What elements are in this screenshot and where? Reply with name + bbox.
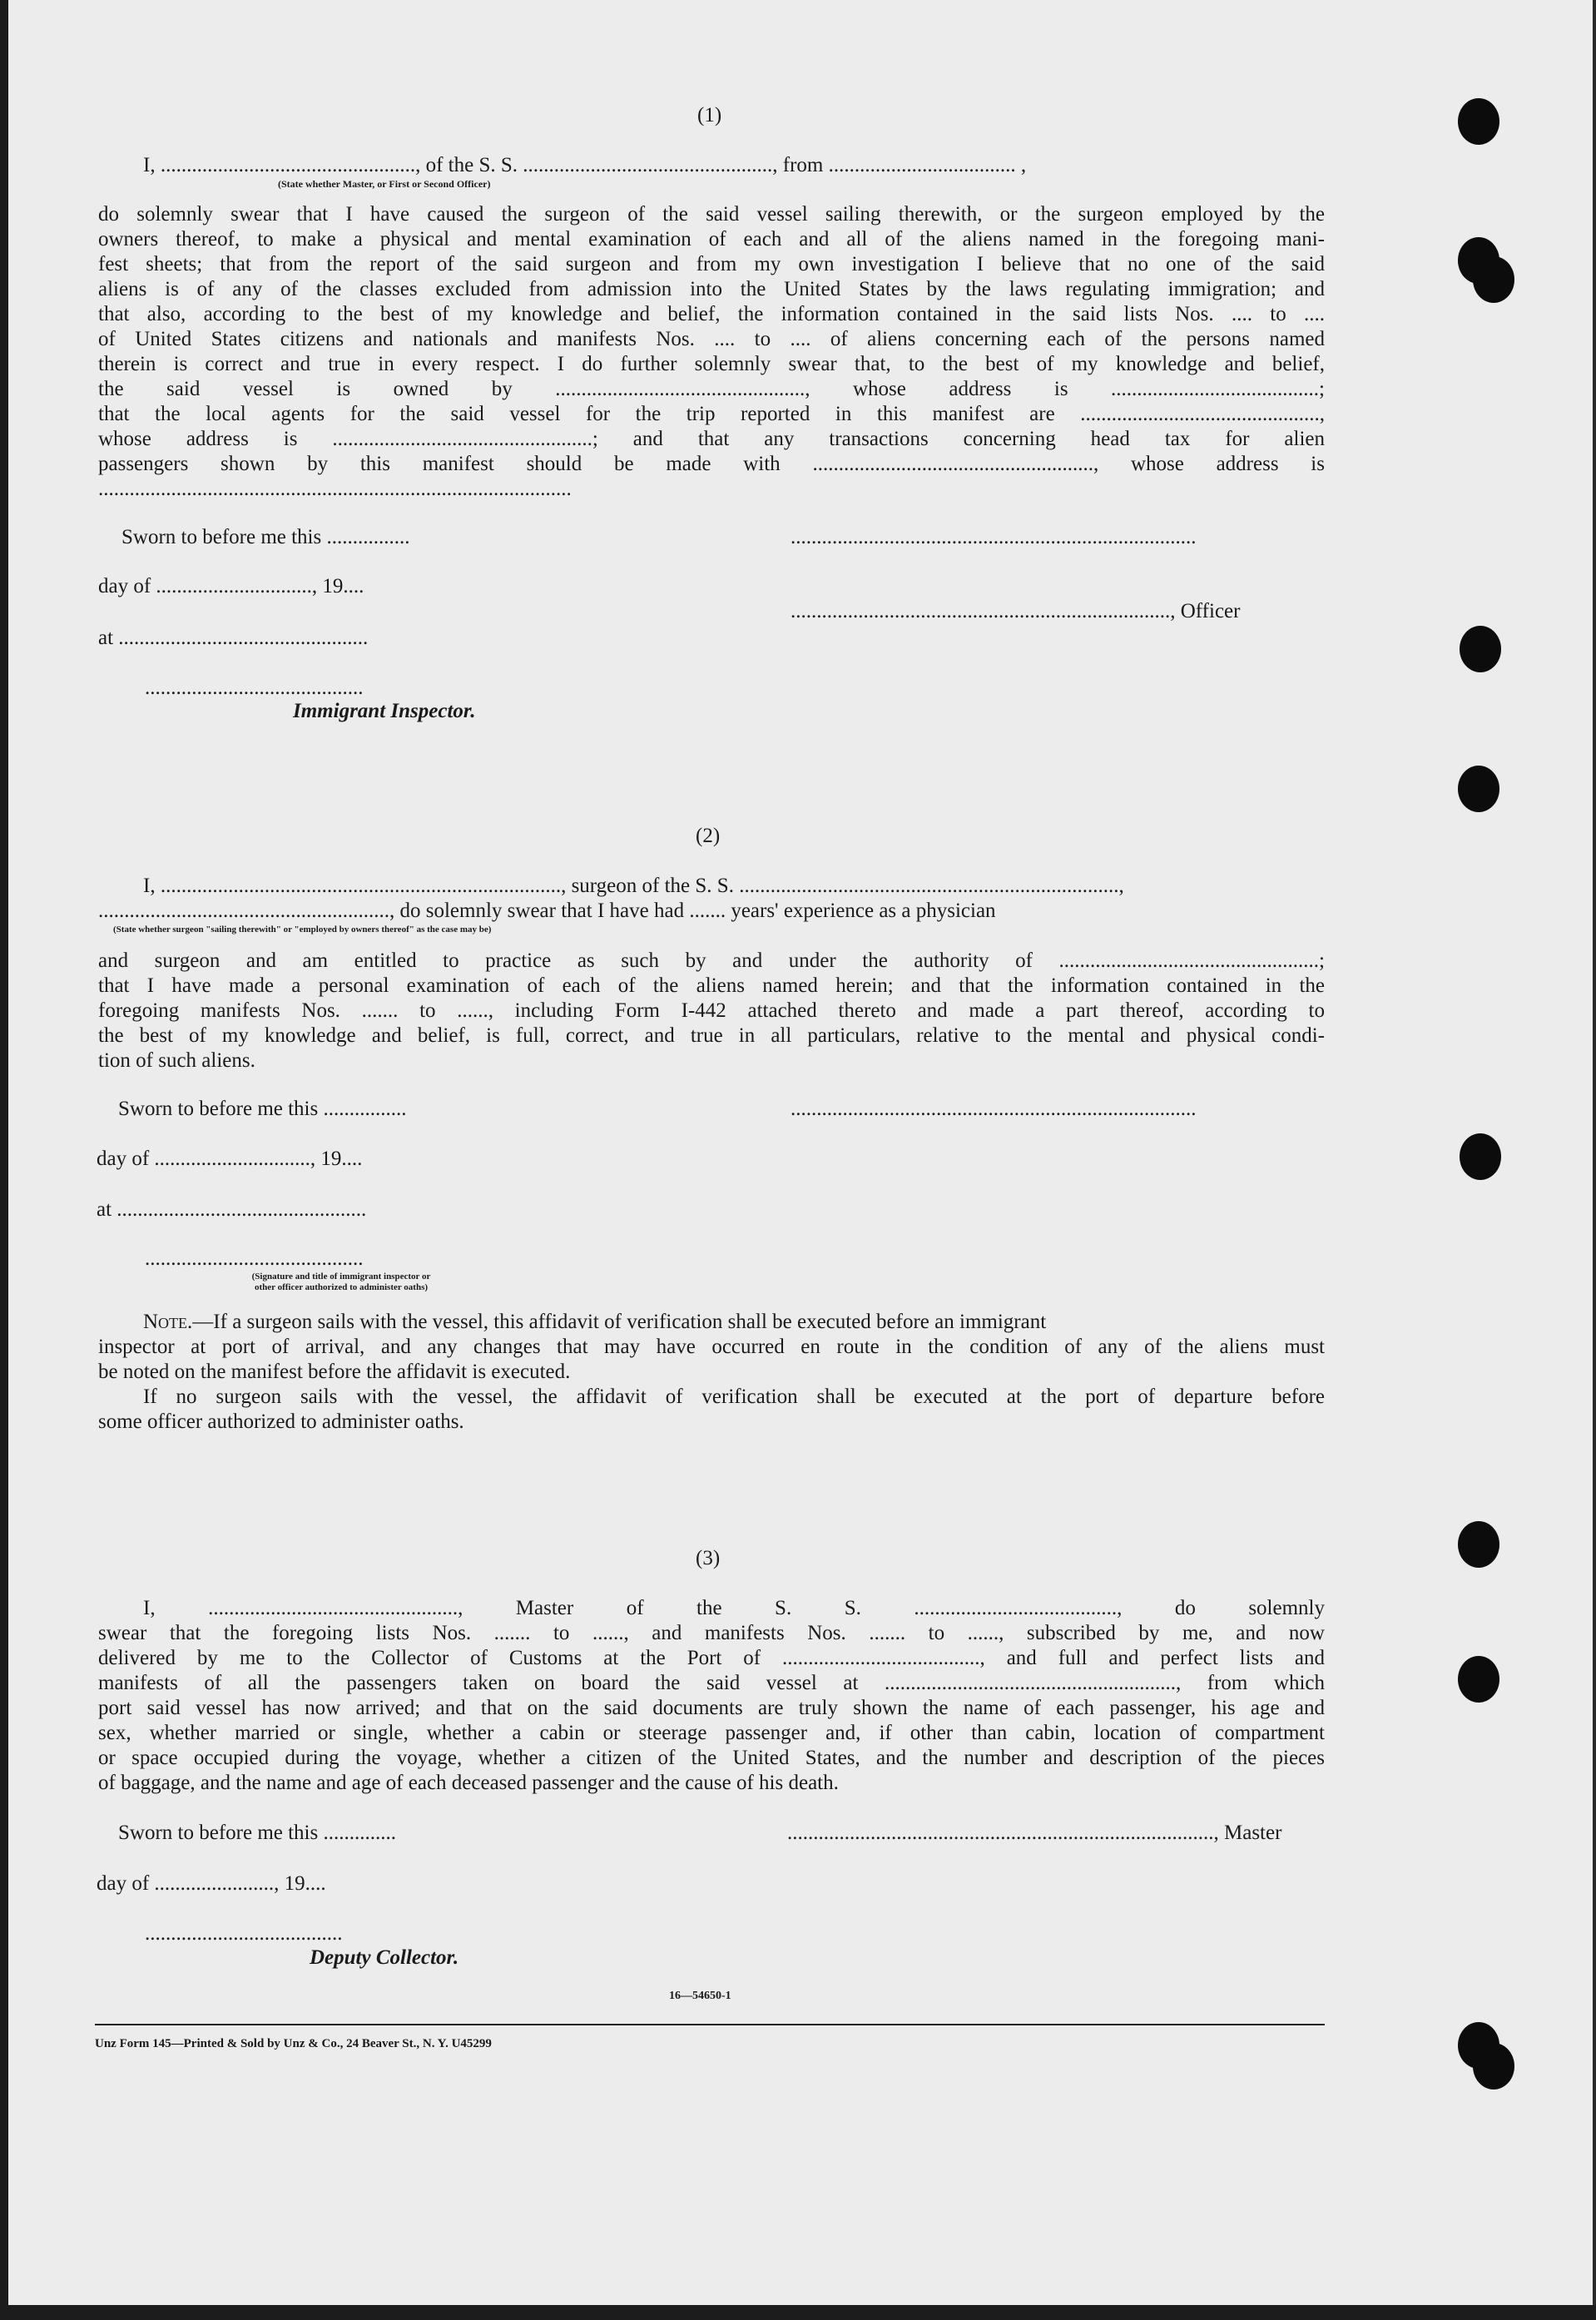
- note-sentence: —If a surgeon sails with the vessel, this affidavit of verification shall be executed before an immigrant: [192, 1311, 1047, 1333]
- punch-hole: [1458, 1656, 1499, 1703]
- caption-line: other officer authorized to administer oaths): [254, 1282, 429, 1292]
- paragraph-line: and surgeon and am entitled to practice as such by and under the authority of ..................................................;: [98, 949, 1325, 972]
- deputy-collector-label: Deputy Collector.: [310, 1946, 459, 1969]
- punch-hole: [1458, 1521, 1499, 1568]
- printer-imprint: Unz Form 145—Printed & Sold by Unz & Co., 24 Beaver St., N. Y. U45299: [95, 2037, 492, 2050]
- affidavit-2-signature-line: ..............................................................................: [791, 1098, 1197, 1120]
- paragraph-line: ...........................................................................................: [98, 478, 572, 500]
- scan-edge-left: [0, 0, 8, 2320]
- affidavit-3-paragraph: [98, 1596, 1325, 1796]
- note-label: Note.: [143, 1311, 193, 1333]
- paragraph-line: swear that the foregoing lists Nos. ....... to ......, and manifests Nos. ....... to ......, subscribed by me, and now: [98, 1622, 1325, 1644]
- paragraph-line: aliens is of any of the classes excluded from admission into the United States by the laws regulating immigration; and: [98, 278, 1325, 300]
- affidavit-3-sworn-line: Sworn to before me this ..............: [118, 1822, 396, 1844]
- punch-hole: [1458, 766, 1499, 812]
- affidavit-2-surgeon-note: (State whether surgeon "sailing therewith" or "employed by owners thereof" as the case may be): [113, 925, 492, 934]
- paragraph-line: owners thereof, to make a physical and mental examination of each and all of the aliens named in the foregoing mani-: [98, 228, 1325, 250]
- affidavit-2-number: (2): [696, 825, 721, 847]
- paragraph-line: or space occupied during the voyage, whether a citizen of the United States, and the number and description of the pieces: [98, 1747, 1325, 1769]
- affidavit-1-at-line: at ................................................: [98, 627, 369, 649]
- affidavit-3-master-line: .................................................................................., Master: [787, 1822, 1282, 1844]
- punch-hole: [1460, 626, 1501, 672]
- punch-hole: [1458, 98, 1499, 145]
- note-line: If no surgeon sails with the vessel, the affidavit of verification shall be executed at the port of departure before: [143, 1386, 1325, 1408]
- affidavit-1-officer-note: (State whether Master, or First or Second Officer): [278, 178, 491, 190]
- paragraph-line: passengers shown by this manifest should be made with ......................................................, whose address is: [98, 453, 1325, 475]
- paragraph-line: whose address is ..................................................; and that any transactions concerning head tax for alien: [98, 428, 1325, 450]
- affidavit-3-number: (3): [696, 1547, 721, 1569]
- affidavit-2-paragraph: [98, 949, 1325, 1073]
- affidavit-1-officer-line: ........................................................................., Officer: [791, 600, 1241, 622]
- paragraph-line: the best of my knowledge and belief, is full, correct, and true in all particulars, relative to the mental and physical condi-: [98, 1024, 1325, 1047]
- paragraph-line: of United States citizens and nationals and manifests Nos. .... to .... of aliens concerning each of the persons named: [98, 328, 1325, 350]
- paragraph-line: tion of such aliens.: [98, 1049, 255, 1072]
- immigrant-inspector-label: Immigrant Inspector.: [293, 700, 476, 722]
- paragraph-line: of baggage, and the name and age of each deceased passenger and the cause of his death.: [98, 1772, 839, 1794]
- punch-hole: [1473, 256, 1514, 303]
- punch-hole: [1460, 1133, 1501, 1180]
- affidavit-2-opening-line: I, ............................................................................., surgeon of the S. S. .........................................................................,: [143, 875, 1124, 897]
- caption-line: (Signature and title of immigrant inspector or: [251, 1272, 431, 1281]
- affidavit-2-day-line: day of .............................., 19....: [97, 1148, 363, 1170]
- paragraph-line: port said vessel has now arrived; and that on the said documents are truly shown the name of each passenger, his age and: [98, 1697, 1325, 1719]
- affidavit-2-inspector-line: ..........................................: [145, 1247, 364, 1270]
- note-line: [98, 1310, 1325, 1335]
- affidavit-1-inspector-line: ..........................................: [145, 677, 364, 699]
- footer-rule: [95, 2024, 1325, 2025]
- paragraph-line: that I have made a personal examination of each of the aliens named herein; and that the information contained in the: [98, 974, 1325, 997]
- note-text: [143, 1310, 1046, 1335]
- affidavit-1-sworn-line: Sworn to before me this ................: [121, 526, 410, 548]
- punch-hole: [1473, 2043, 1514, 2089]
- note-line: inspector at port of arrival, and any changes that may have occurred en route in the condition of any of the aliens must: [98, 1336, 1325, 1358]
- affidavit-1-number: (1): [697, 104, 722, 126]
- affidavit-1-day-line: day of .............................., 19....: [98, 575, 364, 597]
- affidavit-2-sworn-line: Sworn to before me this ................: [118, 1098, 407, 1120]
- paragraph-line: therein is correct and true in every respect. I do further solemnly swear that, to the best of my knowledge and belief,: [98, 353, 1325, 375]
- affidavit-2-signature-caption: [158, 1272, 524, 1293]
- affidavit-3-collector-line: ......................................: [145, 1922, 343, 1945]
- paragraph-line: sex, whether married or single, whether a cabin or steerage passenger and, if other than cabin, location of compartment: [98, 1722, 1325, 1744]
- note-line: be noted on the manifest before the affidavit is executed.: [98, 1361, 571, 1383]
- paragraph-line: foregoing manifests Nos. ....... to ......, including Form I-442 attached thereto and made a part thereof, according to: [98, 999, 1325, 1022]
- paragraph-line: fest sheets; that from the report of the said surgeon and from my own investigation I believe that no one of the said: [98, 253, 1325, 275]
- paragraph-line: I, ................................................, Master of the S. S. ......................................., do solemnly: [143, 1597, 1325, 1619]
- note-line: some officer authorized to administer oaths.: [98, 1410, 464, 1433]
- affidavit-1-paragraph: [98, 202, 1325, 502]
- paragraph-line: the said vessel is owned by ................................................, whose address is ........................................;: [98, 378, 1325, 400]
- scan-edge-bottom: [0, 2305, 1596, 2320]
- note-block: [98, 1310, 1325, 1435]
- scan-edge-right: [1593, 0, 1596, 2320]
- affidavit-2-second-line: ........................................................, do solemnly swear that I have had ....... years' experience as a physician: [98, 900, 996, 922]
- paragraph-line: that the local agents for the said vessel for the trip reported in this manifest are ..............................................,: [98, 403, 1325, 425]
- paragraph-line: that also, according to the best of my knowledge and belief, the information contained in the said lists Nos. .... to ....: [98, 303, 1325, 325]
- paragraph-line: delivered by me to the Collector of Customs at the Port of ......................................, and full and perfect lists and: [98, 1647, 1325, 1669]
- affidavit-1-signature-line: ..............................................................................: [791, 526, 1197, 548]
- affidavit-2-at-line: at ................................................: [97, 1198, 367, 1221]
- affidavit-3-day-line: day of ......................., 19....: [97, 1872, 326, 1895]
- paragraph-line: do solemnly swear that I have caused the surgeon of the said vessel sailing therewith, or the surgeon employed by the: [98, 203, 1325, 226]
- form-code: 16—54650-1: [669, 1990, 731, 2002]
- affidavit-1-opening-line: I, ................................................., of the S. S. ................................................, from .................................... ,: [143, 154, 1027, 176]
- paragraph-line: manifests of all the passengers taken on board the said vessel at ........................................................, from which: [98, 1672, 1325, 1694]
